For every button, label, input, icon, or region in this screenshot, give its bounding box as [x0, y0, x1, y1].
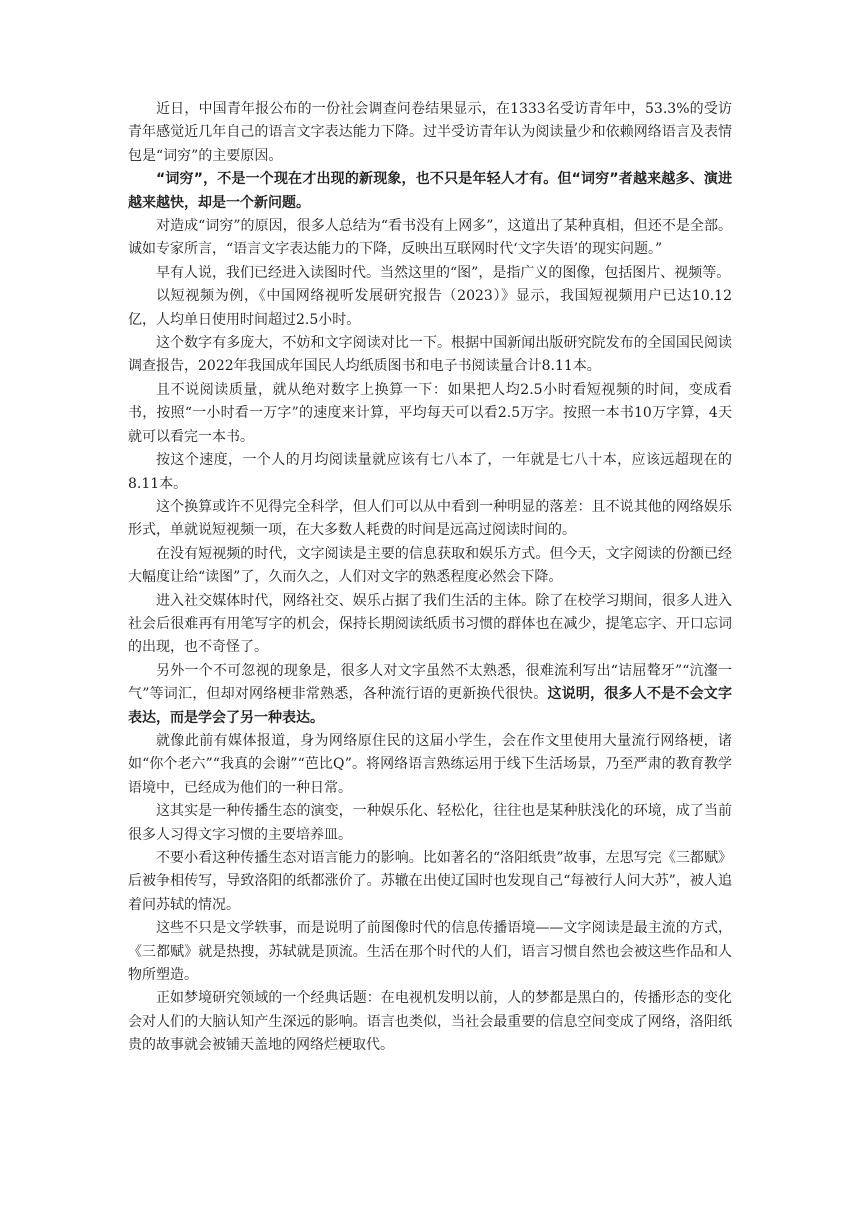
article-body	[128, 98, 732, 1058]
text-segment: 另外一个不可忽视的现象是，很多人对文字虽然不太熟悉，很难流利写出“诘屈聱牙”“沆瀣一气”等词汇，但却对网络梗非常熟悉，各种流行语的更新换代很快。	[128, 662, 732, 703]
text-segment: 按这个速度，一个人的月均阅读量就应该有七八本了，一年就是七八十本，应该远超现在的8.11本。	[128, 452, 732, 492]
bold-text-segment: 这说明，很多人不是不会文字表达，而是学会了另一种表达。	[128, 686, 733, 726]
text-segment: 这个数字有多庞大，不妨和文字阅读对比一下。根据中国新闻出版研究院发布的全国国民阅读调查报告，2022年我国成年国民人均纸质图书和电子书阅读量合计8.11本。	[128, 335, 732, 375]
article-paragraph	[128, 332, 732, 379]
text-segment: 不要小看这种传播生态对语言能力的影响。比如著名的“洛阳纸贵”故事，左思写完《三都赋》后被争相传写，导致洛阳的纸都涨价了。苏辙在出使辽国时也发现自己“每被行人问大苏”，被人追着问苏轼的情况。	[128, 850, 732, 913]
article-paragraph	[128, 917, 732, 987]
article-paragraph	[128, 800, 732, 847]
text-segment: 这些不只是文学轶事，而是说明了前图像时代的信息传播语境——文字阅读是最主流的方式，《三都赋》就是热搜，苏轼就是顶流。生活在那个时代的人们，语言习惯自然也会被这些作品和人物所塑造。	[128, 920, 732, 984]
article-paragraph	[128, 543, 732, 590]
text-segment: 在没有短视频的时代，文字阅读是主要的信息获取和娱乐方式。但今天，文字阅读的份额已经大幅度让给“读图”了，久而久之，人们对文字的熟悉程度必然会下降。	[128, 545, 732, 586]
article-paragraph	[128, 98, 732, 168]
text-segment: 对造成“词穷”的原因，很多人总结为“看书没有上网多”，这道出了某种真相，但还不是全部。诚如专家所言，“语言文字表达能力的下降，反映出互联网时代‘文字失语’的现实问题。”	[128, 218, 732, 258]
article-paragraph	[128, 285, 732, 332]
text-segment: 这其实是一种传播生态的演变，一种娱乐化、轻松化，往往也是某种肤浅化的环境，成了当前很多人习得文字习惯的主要培养皿。	[128, 803, 732, 843]
text-segment: 就像此前有媒体报道，身为网络原住民的这届小学生，会在作文里使用大量流行网络梗，诸如“你个老六”“我真的会谢”“芭比Q”。将网络语言熟练运用于线下生活场景，乃至严肃的教育教学语境中，已经成为他们的一种日常。	[128, 732, 732, 796]
bold-text-segment: “词穷”，不是一个现在才出现的新现象，也不只是年轻人才有。但“词穷”者越来越多、演进越来越快，却是一个新问题。	[128, 171, 732, 211]
text-segment: 且不说阅读质量，就从绝对数字上换算一下：如果把人均2.5小时看短视频的时间，变成看书，按照“一小时看一万字”的速度来计算，平均每天可以看2.5万字。按照一本书10万字算，4天就可以看完一本书。	[128, 381, 732, 445]
article-paragraph	[128, 449, 732, 496]
article-paragraph	[128, 847, 732, 917]
text-segment: 以短视频为例，《中国网络视听发展研究报告（2023）》显示，我国短视频用户已达10.12亿，人均单日使用时间超过2.5小时。	[128, 288, 732, 328]
text-segment: 这个换算或许不见得完全科学，但人们可以从中看到一种明显的落差：且不说其他的网络娱乐形式，单就说短视频一项，在大多数人耗费的时间是远高过阅读时间的。	[128, 498, 732, 539]
text-segment: 进入社交媒体时代，网络社交、娱乐占据了我们生活的主体。除了在校学习期间，很多人进入社会后很难再有用笔写字的机会，保持长期阅读纸质书习惯的群体也在减少，提笔忘字、开口忘词的出现，也不奇怪了。	[128, 592, 732, 656]
article-paragraph	[128, 262, 732, 285]
article-paragraph	[128, 215, 732, 262]
article-paragraph	[128, 987, 732, 1057]
article-paragraph	[128, 168, 732, 215]
text-segment: 早有人说，我们已经进入读图时代。当然这里的“图”，是指广义的图像，包括图片、视频等。	[156, 264, 731, 281]
text-segment: 正如梦境研究领域的一个经典话题：在电视机发明以前，人的梦都是黑白的，传播形态的变化会对人们的大脑认知产生深远的影响。语言也类似，当社会最重要的信息空间变成了网络，洛阳纸贵的故事就会被铺天盖地的网络烂梗取代。	[128, 990, 732, 1054]
article-paragraph	[128, 730, 732, 800]
article-paragraph	[128, 660, 732, 730]
text-segment: 近日，中国青年报公布的一份社会调查问卷结果显示，在1333名受访青年中，53.3%的受访青年感觉近几年自己的语言文字表达能力下降。过半受访青年认为阅读量少和依赖网络语言及表情包是“词穷”的主要原因。	[128, 101, 732, 164]
article-paragraph	[128, 379, 732, 449]
article-paragraph	[128, 590, 732, 660]
article-paragraph	[128, 496, 732, 543]
